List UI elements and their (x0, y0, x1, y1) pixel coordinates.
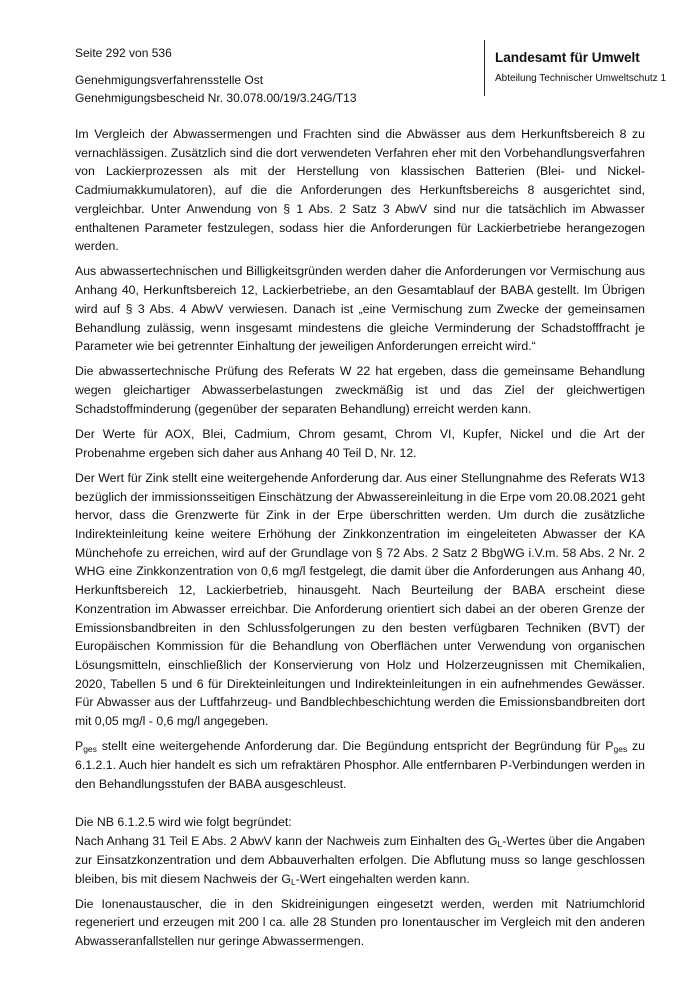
page-number: Seite 292 von 536 (75, 46, 172, 60)
office-name: Genehmigungsverfahrensstelle Ost (75, 73, 264, 87)
paragraph-7: Nach Anhang 31 Teil E Abs. 2 AbwV kann der Nachweis zum Einhalten des $G_L$-Wertes über die Angaben zur Einsatzkonzentration und dem Abbauverhalten erfolgen. Die Abflutung muss so lange geschlossen bleiben, bis mit diesem Nachweis der $G_L$-Wert eingehalten werden kann. (75, 834, 645, 887)
organization-department: Abteilung Technischer Umweltschutz 1 (495, 73, 667, 84)
organization-name: Landesamt für Umwelt (495, 50, 640, 65)
paragraph-3: Die abwassertechnische Prüfung des Referats W 22 hat ergeben, dass die gemeinsame Behandlung wegen gleichartiger Abwasserbelastungen zweckmäßig ist und das Ziel der gleichwertigen Schadstoffminderung (gegenüber der separaten Behandlung) erreicht werden kann. (75, 364, 645, 416)
paragraph-7-heading: Die NB 6.1.2.5 wird wie folgt begründet: (75, 815, 292, 830)
paragraph-2: Aus abwassertechnischen und Billigkeitsgründen werden daher die Anforderungen vor Vermischung aus Anhang 40, Herkunftsbereich 12, Lackierbetriebe, an den Gesamtablauf der BABA gestellt. Im Übrigen wird auf § 3 Abs. 4 AbwV verwiesen. Danach ist „eine Vermischung zum Zwecke der gemeinsamen Behandlung zulässig, wenn insgesamt mindestens die gleiche Verminderung der Schadstofffracht je Parameter wie bei getrennter Einhaltung der jeweiligen Anforderungen erreicht wird.“ (75, 264, 645, 354)
decision-number: Genehmigungsbescheid Nr. 30.078.00/19/3.24G/T13 (75, 91, 357, 105)
paragraph-6: $P_{ges}$ stellt eine weitergehende Anforderung dar. Die Begündung entspricht der Begründung für $P_{ges}$ zu 6.1.2.1. Auch hier handelt es sich um refraktären Phosphor. Alle entfernbaren P-Verbindungen werden in den Behandlungsstufen der BABA ausgeschleust. (75, 739, 646, 791)
paragraph-8: Die Ionenaustauscher, die in den Skidreinigungen eingesetzt werden, werden mit Natriumchlorid regeneriert und erzeugen mit 200 l ca. alle 28 Stunden pro Ionentauscher im Vergleich mit den anderen Abwasseranfallstellen nur geringe Abwassermengen. (75, 896, 645, 949)
document-header (75, 44, 357, 107)
document-body (75, 125, 645, 957)
organization-block (484, 40, 666, 96)
paragraph-1: Im Vergleich der Abwassermengen und Frachten sind die Abwässer aus dem Herkunftsbereich 8 zu vernachlässigen. Zusätzlich sind die dort verwendeten Verfahren eher mit den Vorbehandlungsverfahren von Lackierprozessen als mit der Herstellung von klassischen Batterien (Blei- und Nickel-Cadmiumakkumulatoren), auf die die Anforderungen des Herkunftsbereichs 8 ausgerichtet sind, vergleichbar. Unter Anwendung von § 1 Abs. 2 Satz 3 AbwV sind nur die tatsächlich im Abwasser enthaltenen Parameter festzulegen, sodass hier die Anforderungen für Lackierbetriebe herangezogen werden. (75, 127, 645, 254)
paragraph-5: Der Wert für Zink stellt eine weitergehende Anforderung dar. Aus einer Stellungnahme des Referats W13 bezüglich der immissionsseitigen Einschätzung der Abwassereinleitung in die Erpe vom 20.08.2021 geht hervor, dass die Grenzwerte für Zink in der Erpe überschritten werden. Um durch die zusätzliche Indirekteinleitung keine weitere Erhöhung der Zinkkonzentration im eingeleiteten Abwasser der KA Münchehofe zu erreichen, wird auf der Grundlage von § 72 Abs. 2 Satz 2 BbgWG i.V.m. 58 Abs. 2 Nr. 2 WHG eine Zinkkonzentration von 0,6 mg/l festgelegt, die damit über die Anforderungen aus Anhang 40, Herkunftsbereich 12, Lackierbetrieb, hinausgeht. Nach Beurteilung der BABA erscheint diese Konzentration im Abwasser erreichbar. Die Anforderung orientiert sich dabei an der oberen Grenze der Emissionsbandbreiten in den Schlussfolgerungen zu den besten verfügbaren Techniken (BVT) der Europäischen Kommission für die Behandlung von Oberflächen unter Verwendung von organischen Lösungsmitteln, einschließlich der Konservierung von Holz und Holzerzeugnissen mit Chemikalien, 2020, Tabellen 5 und 6 für Direkteinleitungen und Indirekteinleitungen in ein aufnehmendes Gewässer. Für Abwasser aus der Luftfahrzeug- und Bandblechbeschichtung werden die Emissionsbandbreiten dort mit 0,05 mg/l - 0,6 mg/l angegeben. (75, 470, 645, 729)
paragraph-4: Der Werte für AOX, Blei, Cadmium, Chrom gesamt, Chrom VI, Kupfer, Nickel und die Art der Probenahme ergeben sich daher aus Anhang 40 Teil D, Nr. 12. (75, 427, 645, 460)
